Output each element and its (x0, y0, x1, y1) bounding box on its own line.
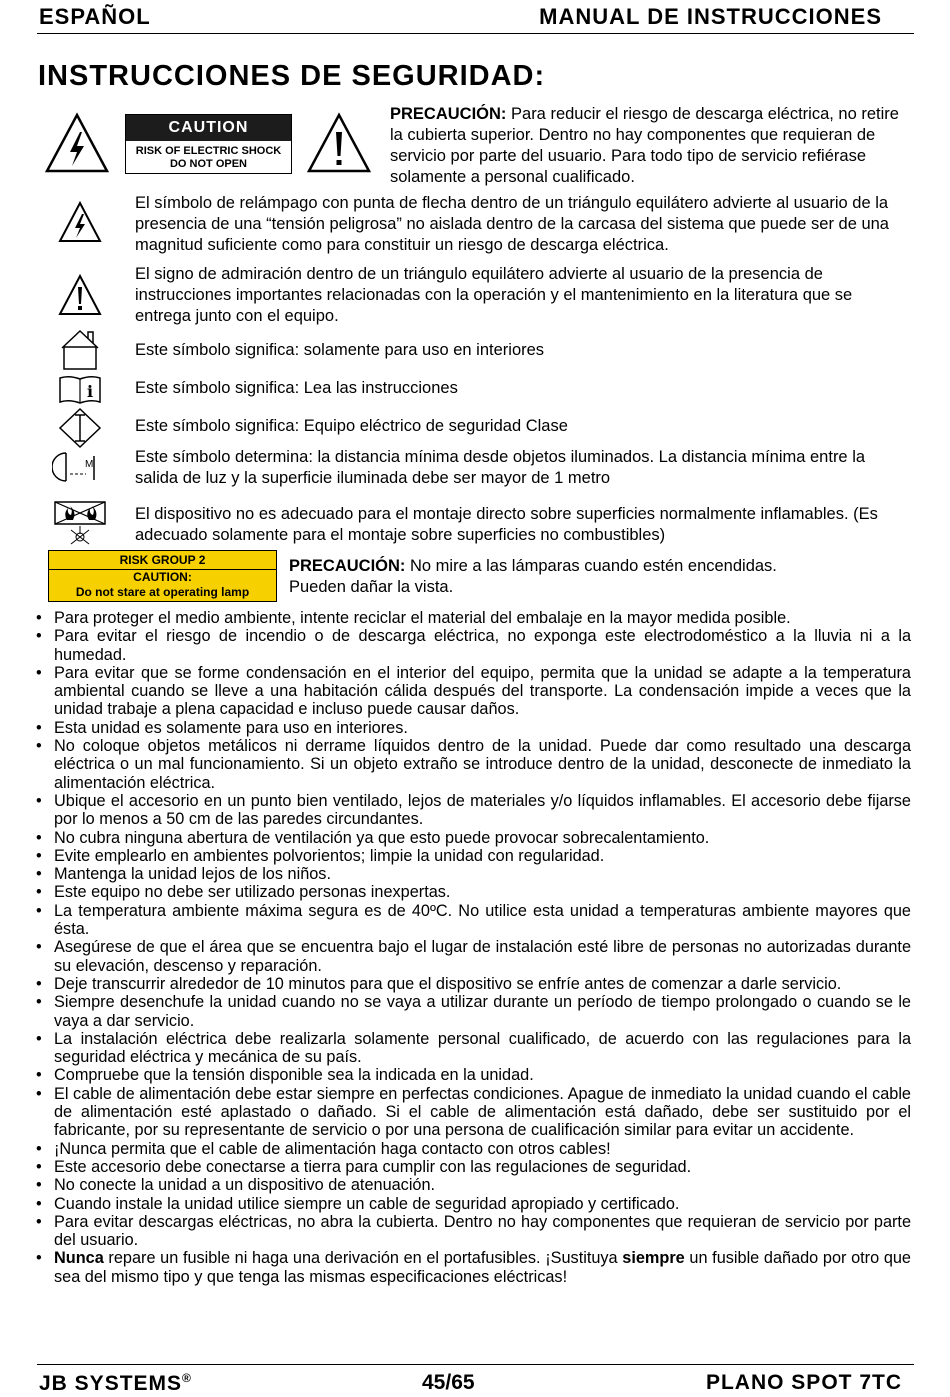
exclamation-symbol-text: El signo de admiración dentro de un triángulo equilátero advierte al usuario de la presencia de instrucciones importantes relacionadas con la operación y el mantenimiento en la literatura que se entrega junto con el equipo. (135, 265, 853, 325)
class-diamond-icon (58, 407, 102, 449)
page-footer (37, 1364, 914, 1397)
lightning-symbol-icon (57, 200, 103, 244)
precaution-lamp-label: PRECAUCIÓN: (289, 557, 406, 575)
read-symbol-text: Este símbolo significa: Lea las instrucciones (135, 379, 458, 397)
list-item-fuse (54, 1249, 911, 1286)
caution-heading: CAUTION (126, 115, 291, 141)
header-language: ESPAÑOL (39, 4, 151, 29)
list-item: • Este equipo no debe ser utilizado personas inexpertas. (54, 883, 911, 901)
exclamation-triangle-icon (306, 112, 372, 174)
list-item: • Mantenga la unidad lejos de los niños. (54, 865, 911, 883)
precaution-top-text: Para reducir el riesgo de descarga eléctrica, no retire la cubierta superior. Dentro no hay componentes que requieran de servicio por parte del usuario. Para todo tipo de servicio refiérase solamente a personal cualificado. (390, 105, 899, 186)
caution-line-1: RISK OF ELECTRIC SHOCK (135, 145, 282, 157)
distance-symbol-text: Este símbolo determina: la distancia mínima desde objetos iluminados. La distancia mínima entre la salida de luz y la superficie iluminada debe ser mayor de 1 metro (135, 448, 866, 487)
list-item: • Asegúrese de que el área que se encuentra bajo el lugar de instalación esté libre de personas no autorizadas durante su elevación, descenso y reparación. (54, 938, 911, 975)
svg-text:i: i (86, 382, 94, 401)
list-item: • Para evitar el riesgo de incendio o de descarga eléctrica, no exponga este electrodoméstico a la lluvia ni a la humedad. (54, 627, 911, 664)
footer-model: PLANO SPOT 7TC (705, 1371, 902, 1394)
caution-subtext (126, 145, 291, 171)
page-header (37, 2, 914, 34)
fuse-text-1: repare un fusible ni haga una derivación en el portafusibles. ¡Sustituya (103, 1249, 623, 1268)
distance-icon-label: M (85, 459, 94, 470)
footer-registered-mark: ® (182, 1371, 192, 1385)
risk-warning: Do not stare at operating lamp (75, 585, 250, 599)
precaution-top-label: PRECAUCIÓN: (390, 105, 507, 123)
risk-caution: CAUTION: (133, 570, 192, 584)
risk-group-heading: RISK GROUP 2 (49, 551, 276, 570)
fuse-bold-never: Nunca (54, 1249, 104, 1268)
precaution-lamp-text-2: Pueden dañar la vista. (289, 578, 454, 596)
list-item: • El cable de alimentación debe estar siempre en perfectas condiciones. Apague de inmediato la unidad cuando el cable de alimentación esté aplastado o dañado. Si el cable de alimentación está dañado, debe ser sustituido por el fabricante, por su representante de servicio o por una persona de cualificación similar para evitar un accidente. (54, 1085, 911, 1140)
footer-brand-name: JB SYSTEMS (39, 1372, 183, 1395)
caution-line-2: DO NOT OPEN (169, 158, 247, 170)
risk-group-label (48, 550, 277, 602)
flammable-symbol-text: El dispositivo no es adecuado para el montaje directo sobre superficies normalmente inflamables. (Es adecuado solamente para el montaje sobre superficies no combustibles) (135, 505, 878, 544)
read-instructions-icon (57, 375, 103, 405)
footer-page-number: 45/65 (422, 1371, 475, 1394)
list-item: • ¡Nunca permita que el cable de alimentación haga contacto con otros cables! (54, 1140, 911, 1158)
list-item: • No conecte la unidad a un dispositivo de atenuación. (54, 1176, 911, 1194)
fuse-text-2: un fusible dañado por otro que sea del mismo tipo y que tenga las mismas especificaciones eléctricas! (54, 1249, 911, 1286)
lightning-triangle-icon (44, 112, 110, 174)
list-item: • La temperatura ambiente máxima segura es de 40ºC. No utilice esta unidad a temperaturas ambiente mayores que ésta. (54, 902, 911, 939)
list-item: • Para evitar descargas eléctricas, no abra la cubierta. Dentro no hay componentes que requieran de servicio por parte del usuario. (54, 1213, 911, 1250)
exclamation-symbol-icon (57, 273, 103, 317)
list-item: • La instalación eléctrica debe realizarla solamente personal cualificado, de acuerdo con las regulaciones para la seguridad eléctrica y mecánica de su país. (54, 1030, 911, 1067)
header-doc-type: MANUAL DE INSTRUCCIONES (539, 4, 882, 29)
safety-bullet-list (54, 609, 911, 1286)
list-item: • Siempre desenchufe la unidad cuando no se vaya a utilizar durante un período de tiempo prolongado o cuando se le vaya a dar servicio. (54, 993, 911, 1030)
list-item: • No cubra ninguna abertura de ventilación ya que esto puede provocar sobrecalentamiento. (54, 829, 911, 847)
list-item: • Compruebe que la tensión disponible sea la indicada en la unidad. (54, 1066, 911, 1084)
flammable-surface-icon (53, 500, 107, 550)
indoor-house-icon (58, 328, 102, 372)
list-item: • Deje transcurrir alrededor de 10 minutos para que el dispositivo se enfríe antes de comenzar a darle servicio. (54, 975, 911, 993)
fuse-bold-always: siempre (622, 1249, 685, 1268)
indoor-symbol-text: Este símbolo significa: solamente para uso en interiores (135, 341, 545, 359)
list-item: • Para evitar que se forme condensación en el interior del equipo, permita que la unidad se adapte a la temperatura ambiental cuando se lleve a una habitación cálida después del transporte. La condensación impide a veces que la unidad trabaje a plena capacidad e incluso puede causar daños. (54, 664, 911, 719)
page-title: INSTRUCCIONES DE SEGURIDAD: (38, 60, 546, 92)
list-item: • Ubique el accesorio en un punto bien ventilado, lejos de materiales y/o líquidos inflamables. El accesorio debe fijarse por lo menos a 50 cm de las paredes circundantes. (54, 792, 911, 829)
list-item: • Esta unidad es solamente para uso en interiores. (54, 719, 911, 737)
lightning-symbol-text: El símbolo de relámpago con punta de flecha dentro de un triángulo equilátero advierte al usuario de la presencia de una “tensión peligrosa” no aislada dentro de la carcasa del sistema que puede ser de una magnitud suficiente como para constituir un riesgo de descarga eléctrica. (135, 194, 889, 254)
list-item: • Evite emplearlo en ambientes polvorientos; limpie la unidad con regularidad. (54, 847, 911, 865)
precaution-top (390, 104, 915, 188)
list-item: • No coloque objetos metálicos ni derrame líquidos dentro de la unidad. Puede dar como resultado una descarga eléctrica o un mal funcionamiento. Si un objeto extraño se introduce dentro de la unidad, desconecte de inmediato la alimentación eléctrica. (54, 737, 911, 792)
footer-brand (39, 1371, 192, 1396)
precaution-lamp-text: No mire a las lámparas cuando estén encendidas. (405, 557, 777, 575)
class-symbol-text: Este símbolo significa: Equipo eléctrico de seguridad Clase (135, 417, 568, 435)
list-item: • Cuando instale la unidad utilice siempre un cable de seguridad apropiado y certificado. (54, 1195, 911, 1213)
distance-icon (52, 450, 104, 484)
list-item: • Para proteger el medio ambiente, intente reciclar el material del embalaje en la mayor medida posible. (54, 609, 911, 627)
list-item: • Este accesorio debe conectarse a tierra para cumplir con las regulaciones de seguridad. (54, 1158, 911, 1176)
precaution-lamp (289, 556, 889, 598)
caution-label (125, 114, 292, 174)
